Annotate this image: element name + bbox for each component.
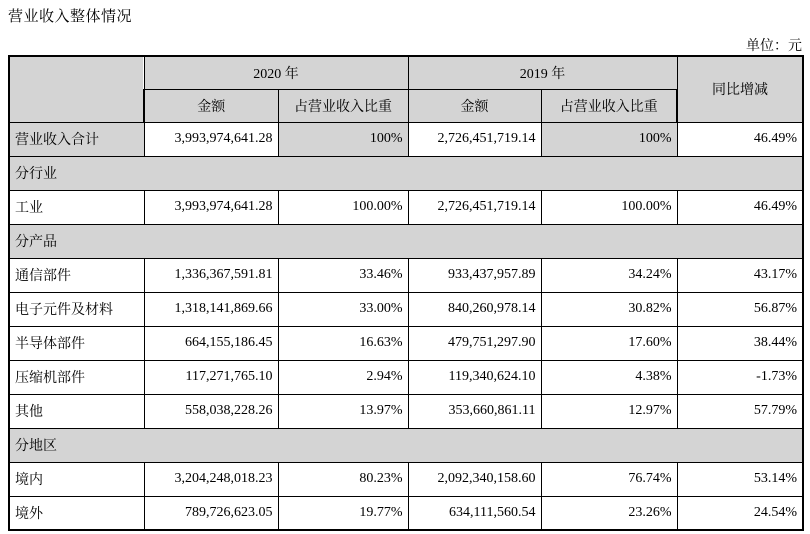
section-label: 分地区 <box>9 428 803 462</box>
header-empty-cell <box>9 56 144 122</box>
ratio-2020-cell: 100.00% <box>278 190 408 224</box>
header-year-2019: 2019 年 <box>408 56 677 89</box>
amount-2019-cell: 2,092,340,158.60 <box>408 462 541 496</box>
amount-2019-cell: 353,660,861.11 <box>408 394 541 428</box>
amount-2020-cell: 789,726,623.05 <box>144 496 278 530</box>
table-row <box>9 360 803 394</box>
amount-2020-cell: 117,271,765.10 <box>144 360 278 394</box>
table-row <box>9 462 803 496</box>
table-row <box>9 190 803 224</box>
yoy-cell: 43.17% <box>677 258 803 292</box>
amount-2019-cell: 2,726,451,719.14 <box>408 190 541 224</box>
ratio-2019-cell: 100.00% <box>541 190 677 224</box>
yoy-cell: 38.44% <box>677 326 803 360</box>
yoy-cell: 24.54% <box>677 496 803 530</box>
amount-2019-cell: 119,340,624.10 <box>408 360 541 394</box>
ratio-2019-cell: 17.60% <box>541 326 677 360</box>
ratio-2019-cell: 23.26% <box>541 496 677 530</box>
table-row <box>9 326 803 360</box>
header-ratio-2020: 占营业收入比重 <box>278 89 408 122</box>
amount-2020-cell: 3,993,974,641.28 <box>144 190 278 224</box>
ratio-2020-cell: 33.00% <box>278 292 408 326</box>
ratio-2019-cell: 76.74% <box>541 462 677 496</box>
ratio-2020-cell: 33.46% <box>278 258 408 292</box>
ratio-2019-cell: 4.38% <box>541 360 677 394</box>
row-label-cell: 工业 <box>9 190 144 224</box>
yoy-cell: -1.73% <box>677 360 803 394</box>
row-label-cell: 压缩机部件 <box>9 360 144 394</box>
row-label-cell: 电子元件及材料 <box>9 292 144 326</box>
section-row-region <box>9 428 803 462</box>
amount-2019-cell: 840,260,978.14 <box>408 292 541 326</box>
unit-label: 单位：元 <box>746 39 802 54</box>
row-label-cell: 营业收入合计 <box>9 122 144 156</box>
yoy-cell: 46.49% <box>677 190 803 224</box>
ratio-2019-cell: 100% <box>541 122 677 156</box>
header-ratio-2019: 占营业收入比重 <box>541 89 677 122</box>
yoy-cell: 46.49% <box>677 122 803 156</box>
ratio-2020-cell: 16.63% <box>278 326 408 360</box>
ratio-2020-cell: 100% <box>278 122 408 156</box>
header-yoy: 同比增减 <box>677 56 803 122</box>
revenue-table <box>8 55 804 531</box>
header-amount-2019: 金额 <box>408 89 541 122</box>
amount-2020-cell: 1,318,141,869.66 <box>144 292 278 326</box>
amount-2019-cell: 479,751,297.90 <box>408 326 541 360</box>
ratio-2020-cell: 13.97% <box>278 394 408 428</box>
ratio-2020-cell: 2.94% <box>278 360 408 394</box>
amount-2019-cell: 2,726,451,719.14 <box>408 122 541 156</box>
table-row <box>9 292 803 326</box>
section-row-product <box>9 224 803 258</box>
page-title: 营业收入整体情况 <box>8 9 133 25</box>
table-row <box>9 496 803 530</box>
amount-2019-cell: 634,111,560.54 <box>408 496 541 530</box>
amount-2019-cell: 933,437,957.89 <box>408 258 541 292</box>
amount-2020-cell: 664,155,186.45 <box>144 326 278 360</box>
table-row <box>9 258 803 292</box>
ratio-2020-cell: 19.77% <box>278 496 408 530</box>
amount-2020-cell: 558,038,228.26 <box>144 394 278 428</box>
ratio-2019-cell: 30.82% <box>541 292 677 326</box>
header-amount-2020: 金额 <box>144 89 278 122</box>
yoy-cell: 56.87% <box>677 292 803 326</box>
row-label-cell: 其他 <box>9 394 144 428</box>
amount-2020-cell: 3,993,974,641.28 <box>144 122 278 156</box>
row-label-cell: 境内 <box>9 462 144 496</box>
section-label: 分行业 <box>9 156 803 190</box>
row-label-cell: 境外 <box>9 496 144 530</box>
header-row-years <box>9 56 803 89</box>
ratio-2019-cell: 34.24% <box>541 258 677 292</box>
yoy-cell: 57.79% <box>677 394 803 428</box>
row-label-cell: 半导体部件 <box>9 326 144 360</box>
section-row-industry <box>9 156 803 190</box>
amount-2020-cell: 3,204,248,018.23 <box>144 462 278 496</box>
section-label: 分产品 <box>9 224 803 258</box>
table-row <box>9 394 803 428</box>
yoy-cell: 53.14% <box>677 462 803 496</box>
amount-2020-cell: 1,336,367,591.81 <box>144 258 278 292</box>
header-year-2020: 2020 年 <box>144 56 408 89</box>
ratio-2019-cell: 12.97% <box>541 394 677 428</box>
table-row-total <box>9 122 803 156</box>
row-label-cell: 通信部件 <box>9 258 144 292</box>
ratio-2020-cell: 80.23% <box>278 462 408 496</box>
